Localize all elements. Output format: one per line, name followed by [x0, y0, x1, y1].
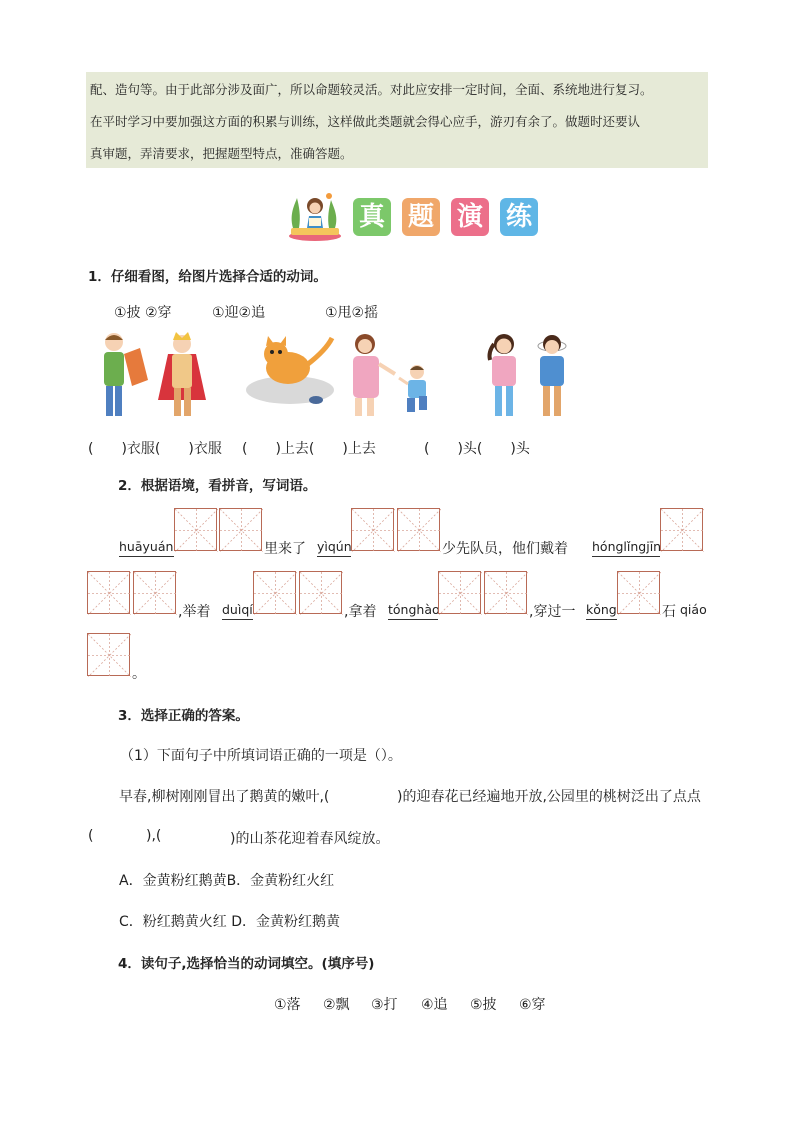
pinyin-honglingjin: hónglǐngjīn — [592, 539, 662, 554]
q1-blanks-1: ( )衣服( )衣服 — [88, 441, 222, 457]
tianzige-box[interactable] — [174, 508, 217, 551]
banner-tile-2: 题 — [402, 198, 440, 236]
tianzige-box[interactable] — [133, 571, 176, 614]
q4-option: ⑤披 — [470, 997, 497, 1013]
q2-text: ,举着 — [178, 604, 211, 620]
q4-option: ②飘 — [323, 997, 350, 1013]
q4-option: ④追 — [421, 997, 448, 1013]
tianzige-box[interactable] — [253, 571, 296, 614]
q1-options-1: ①披 ②穿 — [114, 305, 172, 321]
q3-sentence-part: )的迎春花已经遍地开放,公园里的桃树泛出了点点 — [397, 789, 701, 805]
banner-tile-4: 练 — [500, 198, 538, 236]
q2-text: 。 — [132, 666, 146, 682]
pinyin-qiao: qiáo — [680, 602, 707, 617]
tianzige-box[interactable] — [484, 571, 527, 614]
tianzige-box[interactable] — [351, 508, 394, 551]
tianzige-box[interactable] — [87, 571, 130, 614]
q4-title: 4．读句子,选择恰当的动词填空。(填序号) — [118, 956, 375, 972]
q3-sentence-part: ),( — [146, 828, 162, 844]
picture-dressing — [96, 330, 216, 422]
answer-underline — [586, 619, 617, 620]
q2-text: 里来了 — [264, 541, 306, 557]
q4-option: ①落 — [274, 997, 301, 1013]
q4-option: ⑥穿 — [519, 997, 546, 1013]
q1-blanks-3: ( )头( )头 — [424, 441, 530, 457]
q2-text: ,穿过一 — [529, 604, 576, 620]
q3-sentence-part: 早春,柳树刚刚冒出了鹅黄的嫩叶,( — [119, 789, 330, 805]
pinyin-duiqi: duìqí — [222, 602, 253, 617]
answer-underline — [592, 556, 660, 557]
pinyin-kong: kǒng — [586, 602, 617, 617]
q2-title: 2．根据语境，看拼音，写词语。 — [118, 478, 317, 494]
q3-sentence-part: ( — [88, 828, 94, 844]
picture-cat-chasing-mouse — [240, 330, 340, 410]
intro-line: 在平时学习中要加强这方面的积累与训练，这样做此类题就会得心应手，游刃有余了。做题时还要认 — [90, 114, 641, 129]
tianzige-box[interactable] — [660, 508, 703, 551]
banner-tile-3: 演 — [451, 198, 489, 236]
q3-option-ab[interactable]: A．金黄粉红鹅黄B．金黄粉红火红 — [119, 873, 335, 889]
q1-blanks-2: ( )上去( )上去 — [242, 441, 376, 457]
tianzige-box[interactable] — [397, 508, 440, 551]
intro-line: 配、造句等。由于此部分涉及面广，所以命题较灵活。对此应安排一定时间，全面、系统地进行复习。 — [90, 82, 653, 97]
q2-text: 少先队员，他们戴着 — [442, 541, 568, 557]
answer-underline — [317, 556, 351, 557]
q3-option-cd[interactable]: C．粉红鹅黄火红 D．金黄粉红鹅黄 — [119, 914, 341, 930]
q3-sentence-part: )的山茶花迎着春风绽放。 — [230, 831, 390, 847]
banner-tile-1: 真 — [353, 198, 391, 236]
tianzige-box[interactable] — [299, 571, 342, 614]
pinyin-huayuan: huāyuán — [119, 539, 174, 554]
q1-options-3: ①甩②摇 — [325, 305, 379, 321]
answer-underline — [388, 619, 438, 620]
tianzige-box[interactable] — [87, 633, 130, 676]
reading-girl-illustration — [283, 190, 345, 242]
tianzige-box[interactable] — [438, 571, 481, 614]
q2-text: 石 — [662, 604, 676, 620]
tianzige-box[interactable] — [617, 571, 660, 614]
tianzige-box[interactable] — [219, 508, 262, 551]
intro-line: 真审题，弄清要求，把握题型特点，准确答题。 — [90, 146, 353, 161]
section-banner — [283, 190, 545, 242]
pinyin-yiqun: yìqún — [317, 539, 352, 554]
intro-box — [86, 72, 708, 168]
q1-options-2: ①迎②追 — [212, 305, 266, 321]
q1-title: 1．仔细看图，给图片选择合适的动词。 — [88, 269, 327, 285]
picture-greeting — [345, 330, 440, 422]
answer-underline — [222, 619, 253, 620]
q3-subquestion: （1）下面句子中所填词语正确的一项是（）。 — [120, 748, 402, 764]
q3-title: 3．选择正确的答案。 — [118, 708, 249, 724]
answer-underline — [119, 556, 174, 557]
q2-text: ,拿着 — [344, 604, 377, 620]
picture-head-movements — [480, 330, 580, 422]
q4-option: ③打 — [371, 997, 398, 1013]
pinyin-tonghao: tónghào — [388, 602, 440, 617]
